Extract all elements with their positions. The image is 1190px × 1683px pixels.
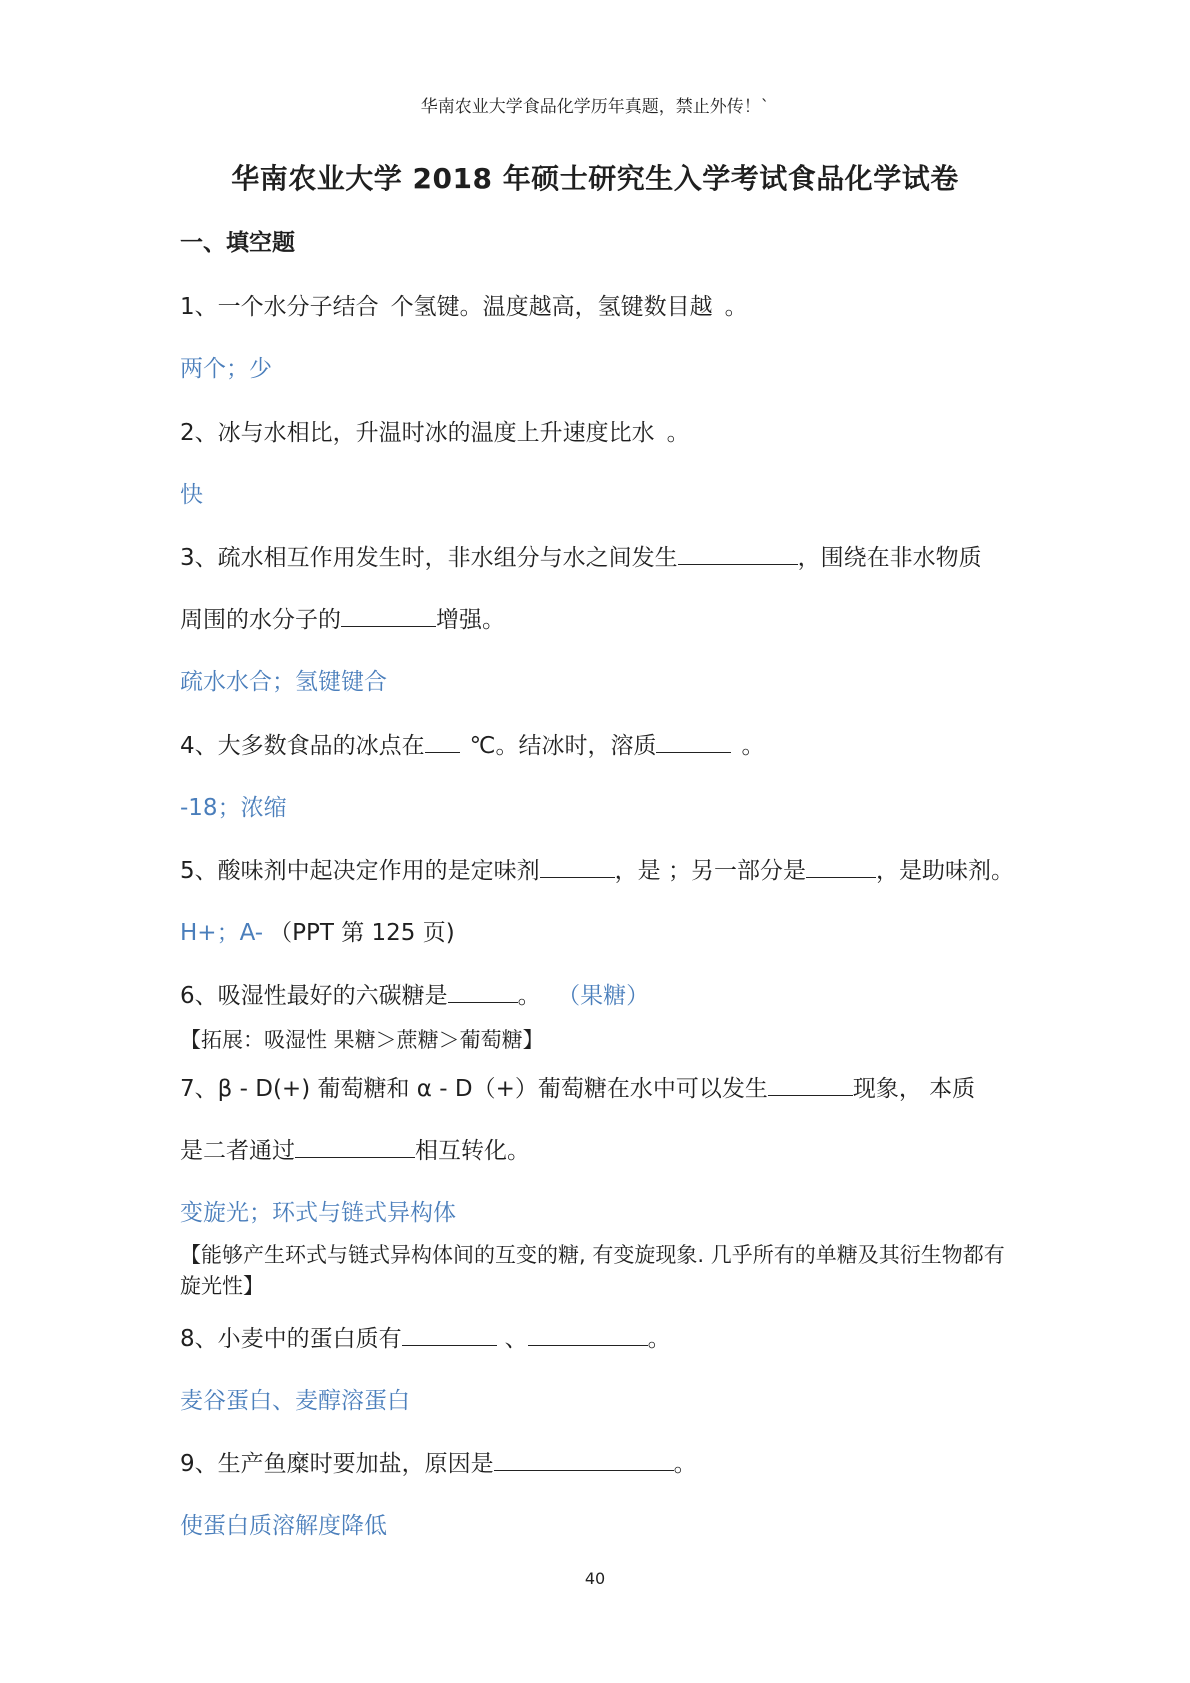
question-2: 2、冰与水相比，升温时冰的温度上升速度比水 。: [180, 420, 690, 446]
document-title: 华南农业大学 2018 年硕士研究生入学考试食品化学试卷: [231, 162, 959, 195]
answer-8: 麦谷蛋白、麦醇溶蛋白: [180, 1388, 410, 1414]
blank: [402, 1325, 497, 1346]
blank: [494, 1450, 674, 1471]
answer-2: 快: [180, 482, 203, 508]
blank: [448, 982, 518, 1003]
blank: [425, 732, 460, 753]
question-5: 5、酸味剂中起决定作用的是定味剂 ，是 ；另一部分是 ，是助味剂。: [180, 858, 1014, 884]
question-3-cont: 周围的水分子的 增强。: [180, 607, 505, 633]
question-8: 8、小麦中的蛋白质有 、 。: [180, 1326, 671, 1352]
blank: [528, 1325, 648, 1346]
answer-4: -18；浓缩: [180, 795, 287, 821]
answer-5: H+；A- （PPT 第 125 页): [180, 920, 455, 946]
blank: [540, 857, 615, 878]
blank: [768, 1075, 853, 1096]
answer-3: 疏水水合；氢键键合: [180, 669, 387, 695]
note-6: 【拓展：吸湿性 果糖＞蔗糖＞葡萄糖】: [180, 1028, 544, 1052]
section-heading: 一、填空题: [180, 230, 295, 256]
answer-1: 两个；少: [180, 356, 272, 382]
note-7: 【能够产生环式与链式异构体间的互变的糖, 有变旋现象. 几乎所有的单糖及其衍生物都有旋光性】: [180, 1243, 1005, 1298]
question-9: 9、生产鱼糜时要加盐，原因是 。: [180, 1451, 697, 1477]
question-4: 4、大多数食品的冰点在 ℃。结冰时，溶质 。: [180, 733, 765, 759]
blank: [341, 606, 436, 627]
blank: [806, 857, 876, 878]
page-header: 华南农业大学食品化学历年真题，禁止外传！`: [420, 97, 770, 117]
question-7-cont: 是二者通过 相互转化。: [180, 1138, 530, 1164]
page-number: 40: [584, 1569, 606, 1588]
question-7: 7、β - D(+) 葡萄糖和 α - D（+）葡萄糖在水中可以发生 现象， 本质: [180, 1076, 976, 1102]
question-6: 6、吸湿性最好的六碳糖是 。 （果糖）: [180, 983, 650, 1009]
blank: [295, 1137, 415, 1158]
question-1: 1、一个水分子结合 个氢键。温度越高，氢键数目越 。: [180, 294, 748, 320]
blank: [656, 732, 731, 753]
question-3: 3、疏水相互作用发生时，非水组分与水之间发生 ，围绕在非水物质: [180, 545, 982, 571]
blank: [678, 544, 798, 565]
answer-9: 使蛋白质溶解度降低: [180, 1513, 387, 1539]
answer-7: 变旋光；环式与链式异构体: [180, 1200, 456, 1226]
